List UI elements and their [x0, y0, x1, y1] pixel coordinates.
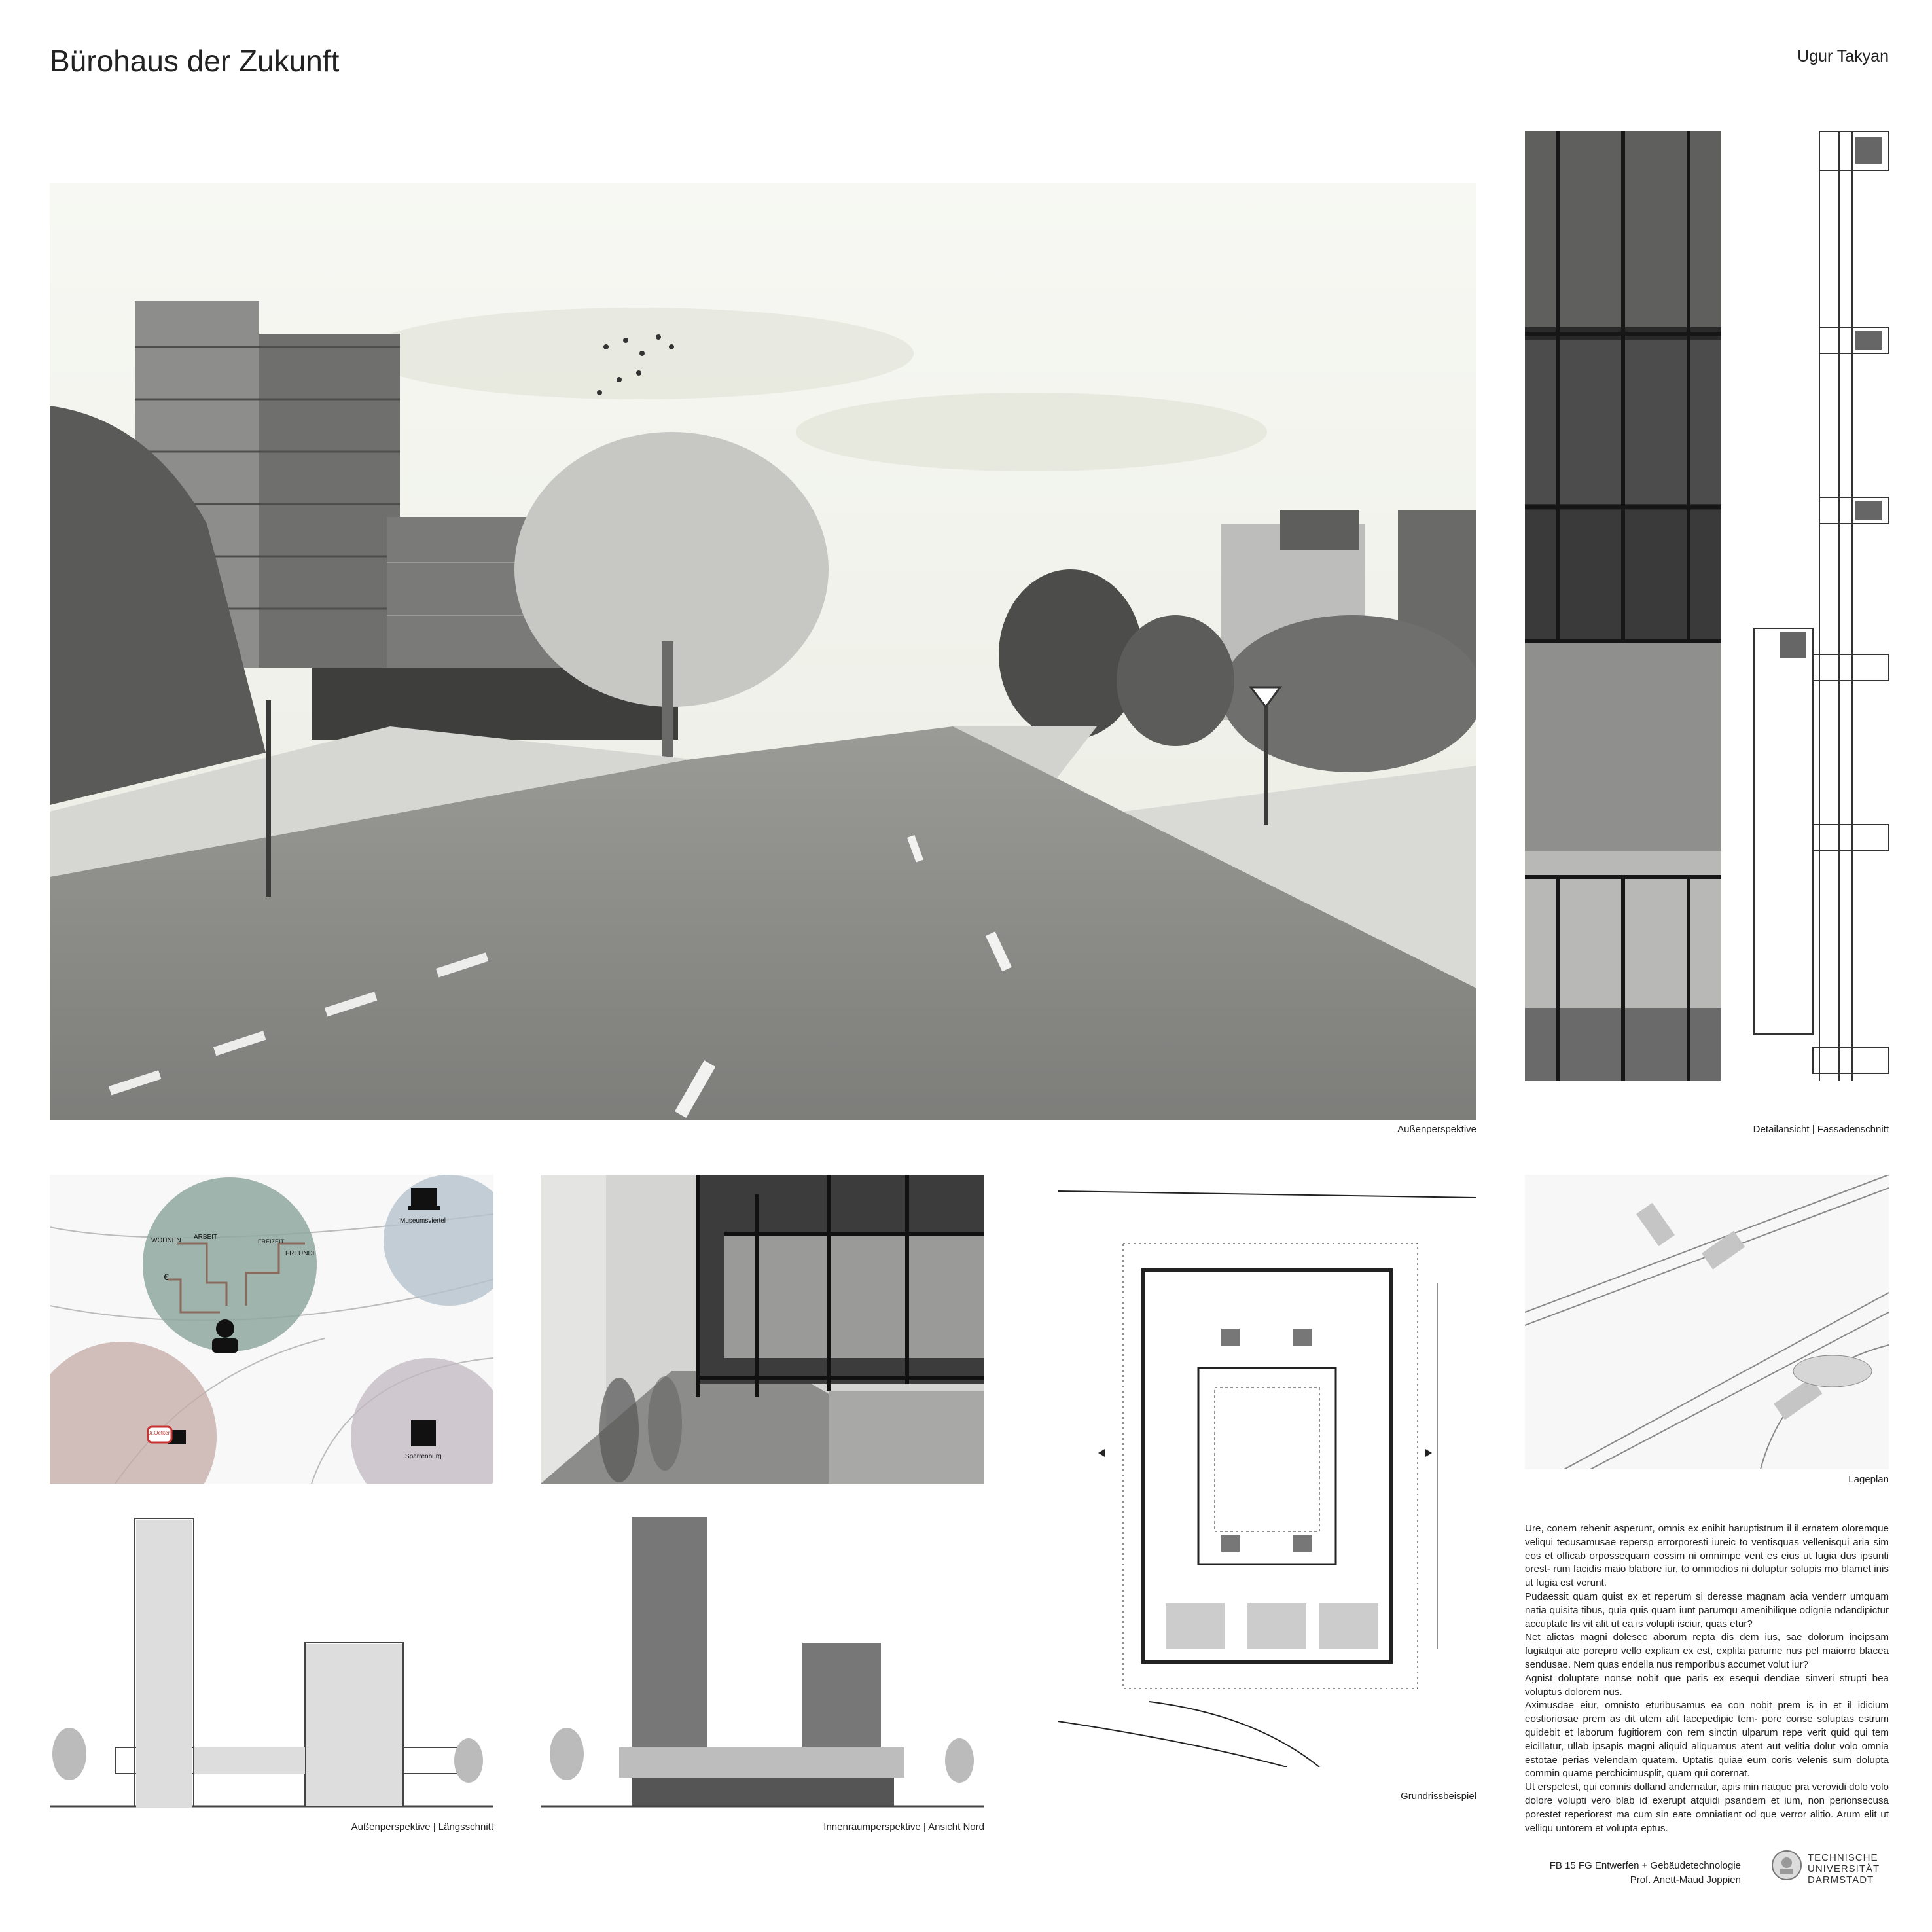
footer-professor: Prof. Anett-Maud Joppien: [1630, 1874, 1741, 1886]
paragraph-3: Net alictas magni dolesec aborum repta dis dem ius, sae dolorum incipsam fugiatqui ate porepro vello expliam ex est, explita parume nus pel maiorro blacea sendusae. Nem quas endella nus remporibus accumet volut iur?: [1525, 1632, 1889, 1670]
label-euro: €: [164, 1272, 169, 1282]
university-name-line2: UNIVERSITÄT: [1808, 1863, 1880, 1874]
exterior-perspective-image: [50, 183, 1476, 1120]
paragraph-4: Agnist doluptate nonse nobit que paris ex esequi dendiae sinveri strupti bea voluptus dolorem nus.: [1525, 1672, 1889, 1698]
footer-department: FB 15 FG Entwerfen + Gebäudetechnologie: [1549, 1860, 1741, 1871]
university-name-line1: TECHNISCHE: [1808, 1852, 1878, 1863]
label-museum: Museumsviertel: [400, 1217, 446, 1225]
author-name: Ugur Takyan: [1797, 47, 1889, 65]
paragraph-6: Ut erspelest, qui comnis dolland andernatur, apis min natque pra verovidi dolo volo dolore volupti vero blab id exerupt atquidi psandem et ium, non perionsecusa porestet reperiorest ma cum sin eate omniatiant od que verror alitio. Arum elit ut velliqu untorem et volupta eptus.: [1525, 1781, 1889, 1834]
university-name-line3: DARMSTADT: [1808, 1874, 1874, 1886]
paragraph-1: Ure, conem rehenit asperunt, omnis ex enihit haruptistrum il il ernatem oloremque veliqui tecusamusae repersp errorporesti iureic to ventisquas vellenisqui aria sim eos et officab orpossequam eossim ni omnimpe vent es eius ut fugia dus ipsunti orest- rum facidis maio blabore iur, to ommodios ni doluptur solupis mo blamet inis ut fugia est verunt.: [1525, 1523, 1889, 1589]
page-title: Bürohaus der Zukunft: [50, 44, 340, 78]
caption-site: Lageplan: [1848, 1474, 1889, 1485]
label-sparrenburg: Sparrenburg: [405, 1453, 442, 1460]
label-arbeit: ARBEIT: [194, 1234, 218, 1241]
caption-floorplan: Grundrissbeispiel: [1401, 1791, 1476, 1802]
caption-exterior: Außenperspektive: [1397, 1124, 1476, 1135]
paragraph-5: Aximusdae eiur, omnisto eturibusamus ea con nobit prem is in et il idicium eostioriosae prem as dit utem alit facepedipic tem- pore conse soluptas estrum quidebit et laborum fugitiorem con rem sinctin ulparum repe verit quid qui tem eicillatur, ullab ipsapis magni aliquid aliquamus atent aut velitia dolut volo omnia estotae perias velendam quatem. Uptatis quiae eum coris velenis sum dolupta commin quame perchicimusplit, quam qui corernat.: [1525, 1700, 1889, 1780]
context-diagram: [50, 1175, 493, 1484]
university-logo: [1771, 1850, 1802, 1881]
description-text: [1525, 1522, 1889, 1835]
north-elevation-drawing: [541, 1512, 984, 1819]
label-wohnen: WOHNEN: [151, 1237, 181, 1244]
footer-credits: [1550, 1859, 1741, 1887]
interior-perspective-image: [541, 1175, 984, 1484]
caption-interior: Innenraumperspektive | Ansicht Nord: [823, 1821, 984, 1833]
label-freizeit: FREIZEIT: [258, 1238, 284, 1245]
facade-detail-image: [1525, 131, 1721, 1081]
floorplan-drawing: [1058, 1178, 1476, 1767]
caption-section: Außenperspektive | Längsschnitt: [351, 1821, 493, 1833]
facade-section-drawing: [1741, 131, 1889, 1081]
longitudinal-section-drawing: [50, 1512, 493, 1819]
label-brand: Dr.Oetker: [147, 1430, 170, 1436]
label-freunde: FREUNDE: [285, 1250, 317, 1257]
caption-detail: Detailansicht | Fassadenschnitt: [1753, 1124, 1889, 1135]
site-plan-drawing: [1525, 1175, 1889, 1469]
university-name: [1808, 1852, 1880, 1886]
paragraph-2: Pudaessit quam quist ex et reperum si deresse magnam acia venderr umquam natia quisita tibus, quia quis quam iunt parumqu amenihilique odignie ndandipictur accuptate lis vit alit ut ea is volupti isciur, quas etur?: [1525, 1590, 1889, 1630]
